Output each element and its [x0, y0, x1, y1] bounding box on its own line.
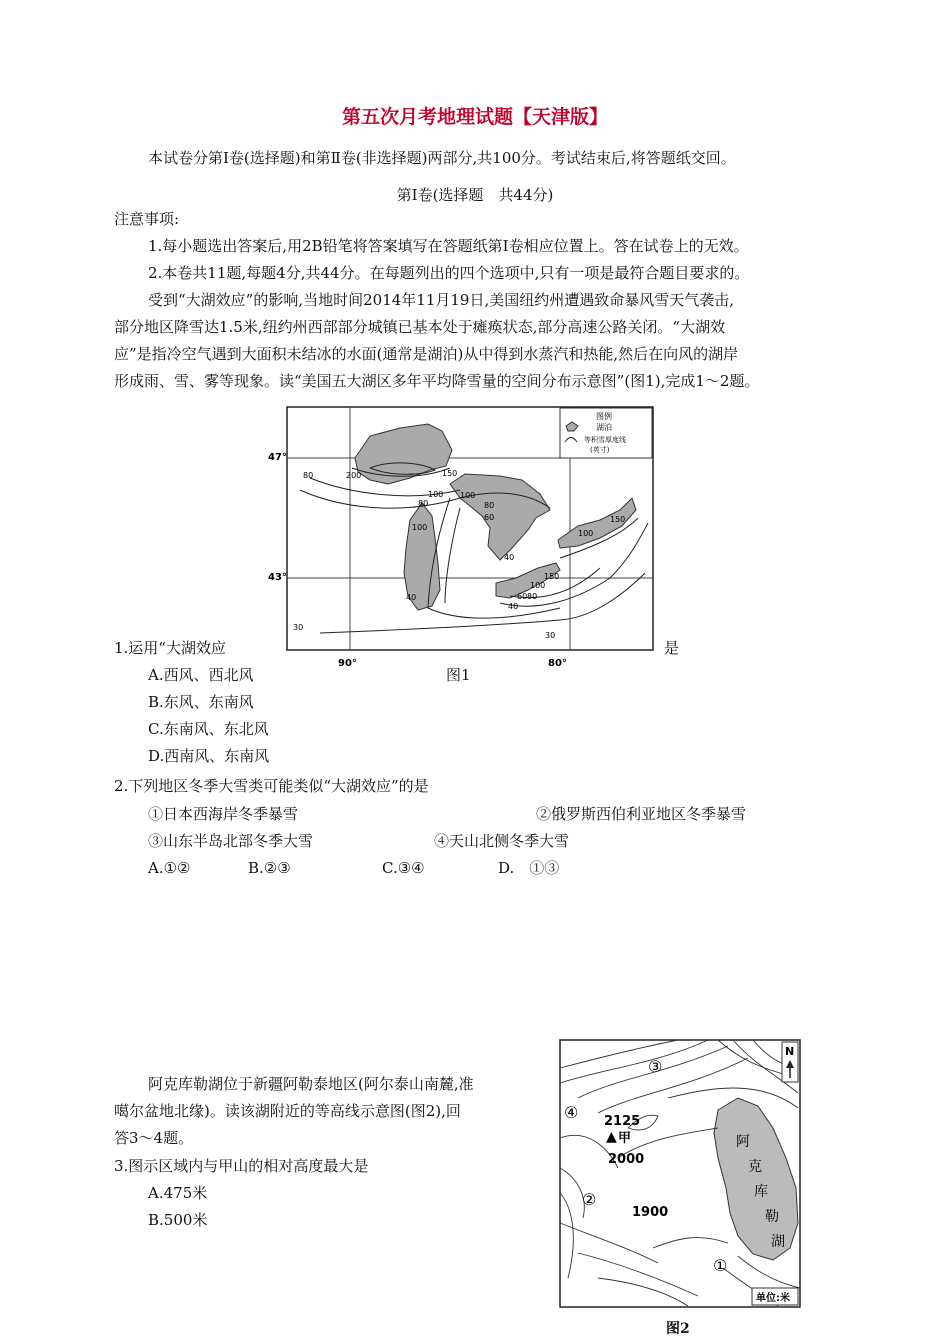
contour-1900: 1900 — [632, 1205, 669, 1220]
isoline-label: 100 — [428, 490, 444, 499]
contour-2125: 2125 — [604, 1114, 641, 1129]
north-label: N — [785, 1045, 795, 1058]
intro-text: 本试卷分第Ⅰ卷(选择题)和第Ⅱ卷(非选择题)两部分,共100分。考试结束后,将答题纸交回。 — [148, 149, 736, 167]
q2-stem: 2.下列地区冬季大雪类可能类似“大湖效应”的是 — [114, 777, 429, 795]
isoline-label: 80 — [303, 471, 314, 480]
isoline-label: 80 — [484, 501, 495, 510]
isoline-label: 150 — [442, 469, 458, 478]
note-1: 1.每小题选出答案后,用2B铅笔将答案填写在答题纸第Ⅰ卷相应位置上。答在试卷上的无效。 — [148, 237, 749, 255]
map-legend — [560, 408, 652, 458]
q3-option-b: B.500米 — [148, 1211, 208, 1229]
passage2-line: 答3～4题。 — [114, 1129, 194, 1147]
q2-option-c: C.③④ — [382, 859, 425, 877]
isoline-label: 60 — [484, 513, 495, 522]
map2-caption: 图2 — [666, 1321, 690, 1337]
legend-isoline: 等积雪厚度线 — [584, 436, 626, 444]
q1-stem-end: 是 — [664, 639, 680, 657]
q2-item-3: ③山东半岛北部冬季大雪 — [148, 832, 314, 850]
lake-char: 克 — [748, 1159, 762, 1175]
passage1-line: 部分地区降雪达1.5米,纽约州西部部分城镇已基本处于瘫痪状态,部分高速公路关闭。“大湖效 — [114, 318, 726, 336]
lake-char: 阿 — [736, 1134, 750, 1150]
isoline-label: 40 — [504, 553, 515, 562]
passage2-line: 噶尔盆地北缘)。读该湖附近的等高线示意图(图2),回 — [114, 1102, 461, 1120]
q1-stem: 1.运用“大湖效应 — [114, 639, 226, 657]
isoline-label: 150 — [544, 572, 560, 581]
page-title: 第五次月考地理试题【天津版】 — [341, 106, 608, 128]
q3-stem: 3.图示区域内与甲山的相对高度最大是 — [114, 1157, 369, 1175]
marker-4: ④ — [564, 1103, 579, 1122]
q1-option-c: C.东南风、东北风 — [148, 720, 269, 738]
lake-char: 湖 — [771, 1234, 785, 1250]
isoline-label: 40 — [508, 602, 519, 611]
q2-item-4: ④天山北侧冬季大雪 — [434, 832, 570, 850]
isoline-label: 40 — [406, 593, 417, 602]
isoline-label: 60 — [517, 592, 528, 601]
contour-2000: 2000 — [608, 1152, 645, 1167]
lat-47-label: 47° — [268, 452, 287, 463]
lon-80-label: 80° — [548, 658, 567, 669]
north-arrow-icon — [782, 1042, 798, 1082]
contour-map — [558, 1038, 804, 1310]
q2-item-1: ①日本西海岸冬季暴雪 — [148, 805, 299, 823]
passage1-line: 受到“大湖效应”的影响,当地时间2014年11月19日,美国纽约州遭遇致命暴风雪天气袭击, — [148, 291, 734, 309]
map1-caption: 图1 — [446, 666, 471, 684]
marker-1: ① — [713, 1256, 728, 1275]
isoline-label: 100 — [578, 529, 594, 538]
q1-option-b: B.东风、东南风 — [148, 693, 254, 711]
q2-item-2: ②俄罗斯西伯利亚地区冬季暴雪 — [536, 805, 747, 823]
section1-header: 第Ⅰ卷(选择题 共44分) — [396, 186, 554, 204]
lon-90-label: 90° — [338, 658, 357, 669]
isoline-label: 30 — [545, 631, 556, 640]
q2-option-d: D. ①③ — [498, 859, 560, 877]
lake-char: 库 — [754, 1184, 768, 1200]
isoline-label: 150 — [610, 515, 626, 524]
peak-jia-label: 甲 — [618, 1131, 632, 1146]
peak-triangle-icon: ▲ — [606, 1129, 617, 1145]
isoline-label: 100 — [412, 523, 428, 532]
notes-label: 注意事项: — [114, 210, 180, 228]
legend-unit: (英寸) — [590, 446, 610, 454]
q2-option-b: B.②③ — [248, 859, 291, 877]
lat-43-label: 43° — [268, 572, 287, 583]
great-lakes-snowfall-map — [260, 398, 660, 670]
q1-option-a: A.西风、西北风 — [148, 666, 254, 684]
isoline-label: 100 — [460, 491, 476, 500]
passage1-line: 形成雨、雪、雾等现象。读“美国五大湖区多年平均降雪量的空间分布示意图”(图1),完成1～2题。 — [114, 372, 760, 390]
legend-title: 图例 — [596, 412, 612, 421]
marker-2: ② — [582, 1190, 597, 1209]
isoline-label: 30 — [293, 623, 304, 632]
passage1-line: 应”是指冷空气遇到大面积未结冰的水面(通常是湖泊)从中得到水蒸汽和热能,然后在向风的湖岸 — [114, 345, 739, 363]
isoline-label: 80 — [418, 499, 429, 508]
passage2-line: 阿克库勒湖位于新疆阿勒泰地区(阿尔泰山南麓,准 — [148, 1075, 474, 1093]
q2-option-a: A.①② — [148, 859, 191, 877]
unit-label: 单位:米 — [756, 1293, 790, 1304]
lake-char: 勒 — [765, 1209, 779, 1225]
note-2: 2.本卷共11题,每题4分,共44分。在每题列出的四个选项中,只有一项是最符合题目要求的。 — [148, 264, 750, 282]
isoline-label: 100 — [530, 581, 546, 590]
isoline-label: 200 — [346, 471, 362, 480]
q1-option-d: D.西南风、东南风 — [148, 747, 270, 765]
legend-lake: 湖泊 — [596, 423, 612, 432]
marker-3: ③ — [648, 1057, 663, 1076]
q3-option-a: A.475米 — [148, 1184, 208, 1202]
isoline-label: 80 — [527, 592, 538, 601]
